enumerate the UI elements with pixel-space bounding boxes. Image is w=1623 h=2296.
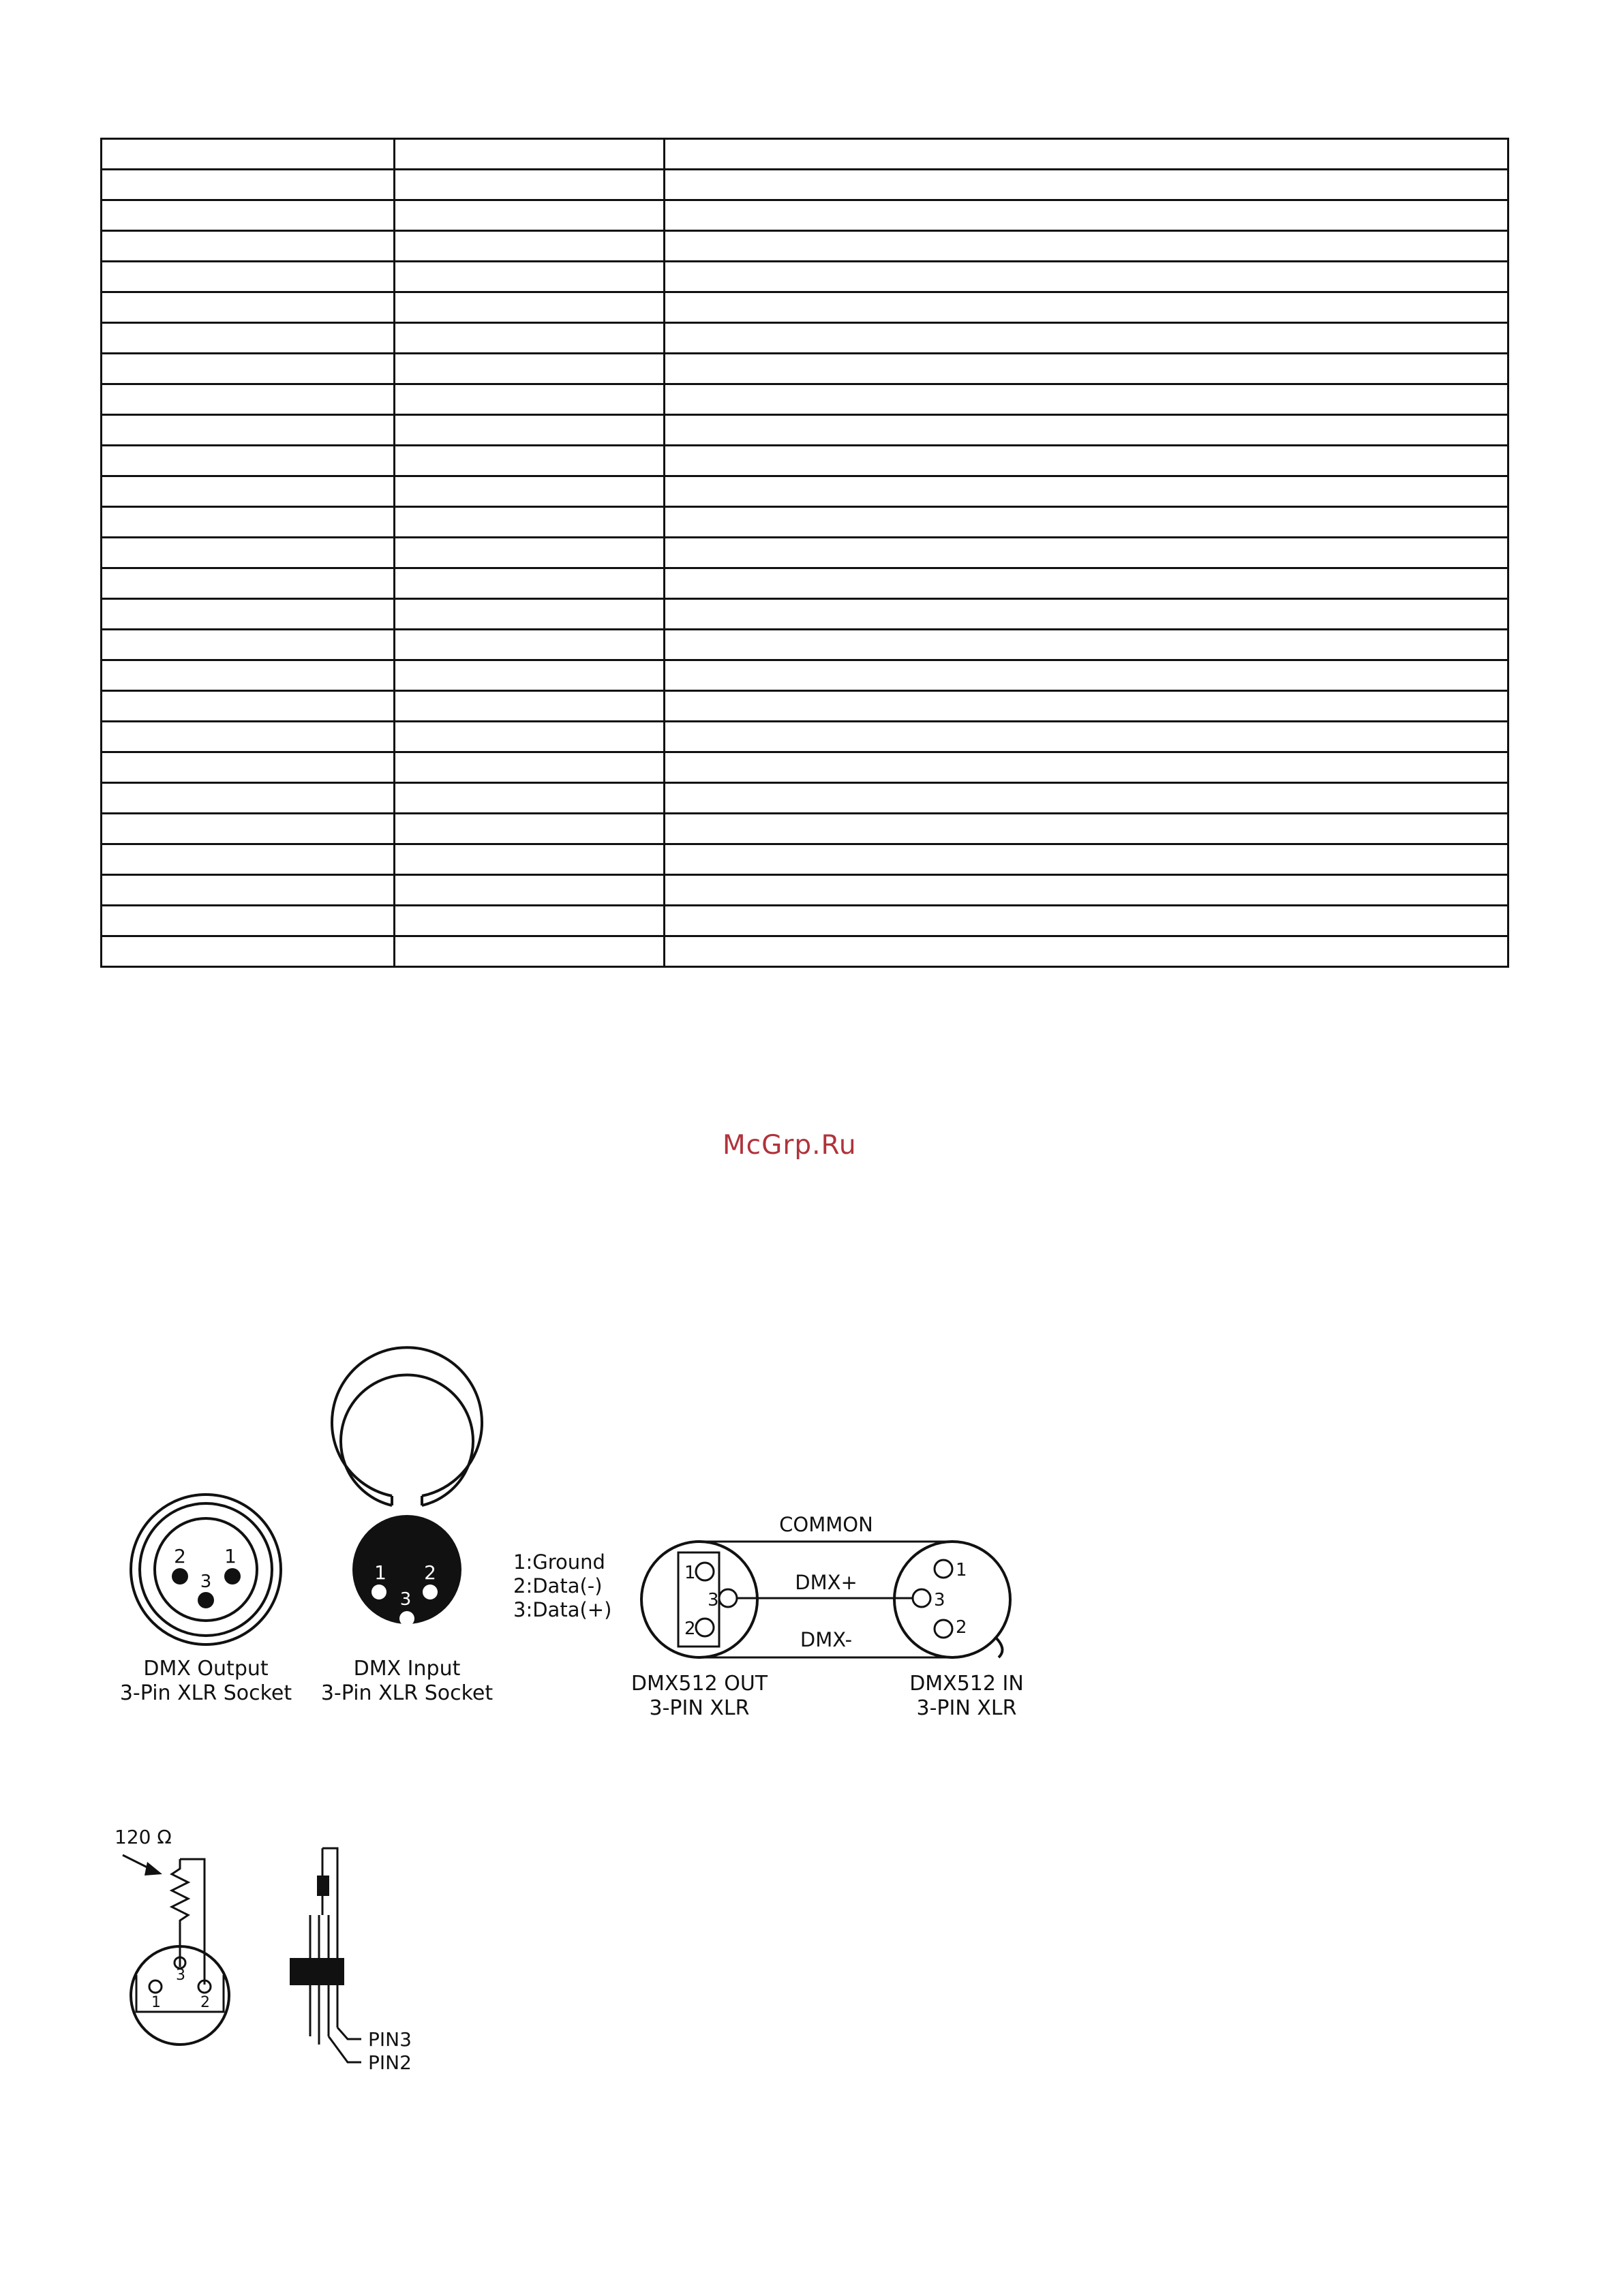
in-caption-line1: DMX512 IN — [909, 1672, 1024, 1696]
input-inner-ring — [341, 1375, 473, 1505]
output-pin-1-dot — [224, 1568, 241, 1585]
terminator-pin-2-label: 2 — [200, 1994, 210, 2011]
pin-legend-line3: 3:Data(+) — [513, 1598, 612, 1621]
input-pin-2-label: 2 — [424, 1561, 436, 1584]
connector-block — [290, 1958, 344, 1985]
in-caption-line2: 3-PIN XLR — [916, 1696, 1017, 1720]
in-pin-3-label: 3 — [934, 1590, 945, 1610]
arrow-shaft — [123, 1855, 150, 1869]
in-plug-outline — [894, 1542, 1010, 1657]
out-caption-line1: DMX512 OUT — [631, 1672, 768, 1696]
input-pin-1-label: 1 — [374, 1561, 386, 1584]
dmx-output-connector — [120, 1495, 292, 1705]
terminator-plug-diagram — [115, 1826, 229, 2045]
input-pin-1-dot — [371, 1585, 386, 1599]
output-pin-3-label: 3 — [200, 1572, 212, 1592]
out-pin-3-hole — [719, 1589, 737, 1607]
output-caption-line1: DMX Output — [143, 1657, 269, 1681]
pin2-label: PIN2 — [368, 2051, 412, 2074]
output-pin-1-label: 1 — [224, 1545, 237, 1567]
in-pin-1-label: 1 — [956, 1560, 967, 1580]
out-pin-2-label: 2 — [684, 1619, 696, 1639]
input-pin-2-dot — [423, 1585, 438, 1599]
output-pin-3-dot — [198, 1592, 214, 1608]
input-pin-3-dot — [399, 1611, 414, 1626]
input-outer-ring — [332, 1347, 482, 1496]
in-pin-1-hole — [935, 1560, 952, 1578]
dmx512-wiring-diagram — [631, 1513, 1024, 1720]
dmx-minus-label: DMX- — [800, 1628, 853, 1651]
in-pin-2-label: 2 — [956, 1617, 967, 1638]
pin2-leader — [329, 2036, 361, 2062]
out-caption-line2: 3-PIN XLR — [649, 1696, 750, 1720]
out-plug-outline — [641, 1542, 757, 1657]
in-plug-latch — [995, 1637, 1002, 1657]
output-pin-2-dot — [172, 1568, 188, 1585]
input-caption-line2: 3-Pin XLR Socket — [320, 1681, 494, 1705]
arrow-head — [145, 1862, 162, 1876]
dmx-input-connector — [321, 1347, 494, 1705]
resistor-label: 120 Ω — [115, 1826, 172, 1848]
watermark: McGrp.Ru — [723, 1130, 857, 1161]
output-caption-line2: 3-Pin XLR Socket — [119, 1681, 292, 1705]
terminator-pin-1-label: 1 — [151, 1994, 161, 2011]
pin-legend-line2: 2:Data(-) — [513, 1574, 603, 1597]
resistor-body — [317, 1876, 329, 1896]
out-pin-2-hole — [696, 1619, 714, 1636]
output-pin-2-label: 2 — [174, 1545, 186, 1567]
out-pin-1-label: 1 — [684, 1563, 696, 1583]
terminator-pin-1-hole — [149, 1980, 162, 1993]
pin3-leader — [337, 2027, 361, 2039]
pin-legend — [513, 1550, 611, 1621]
common-label: COMMON — [779, 1513, 873, 1536]
out-pin-3-label: 3 — [708, 1590, 719, 1610]
resistor-between-pins-diagram — [290, 1848, 412, 2074]
resistor-zigzag — [172, 1859, 188, 1967]
terminator-pin-3-label: 3 — [176, 1967, 185, 1984]
out-pin-1-hole — [696, 1563, 714, 1580]
pin3-label: PIN3 — [368, 2028, 412, 2051]
dmx-plus-label: DMX+ — [795, 1571, 858, 1594]
pin-legend-line1: 1:Ground — [513, 1550, 605, 1574]
input-pin-3-label: 3 — [399, 1589, 412, 1610]
in-pin-2-hole — [935, 1620, 952, 1638]
in-pin-3-hole — [913, 1589, 930, 1607]
input-caption-line1: DMX Input — [353, 1657, 461, 1681]
